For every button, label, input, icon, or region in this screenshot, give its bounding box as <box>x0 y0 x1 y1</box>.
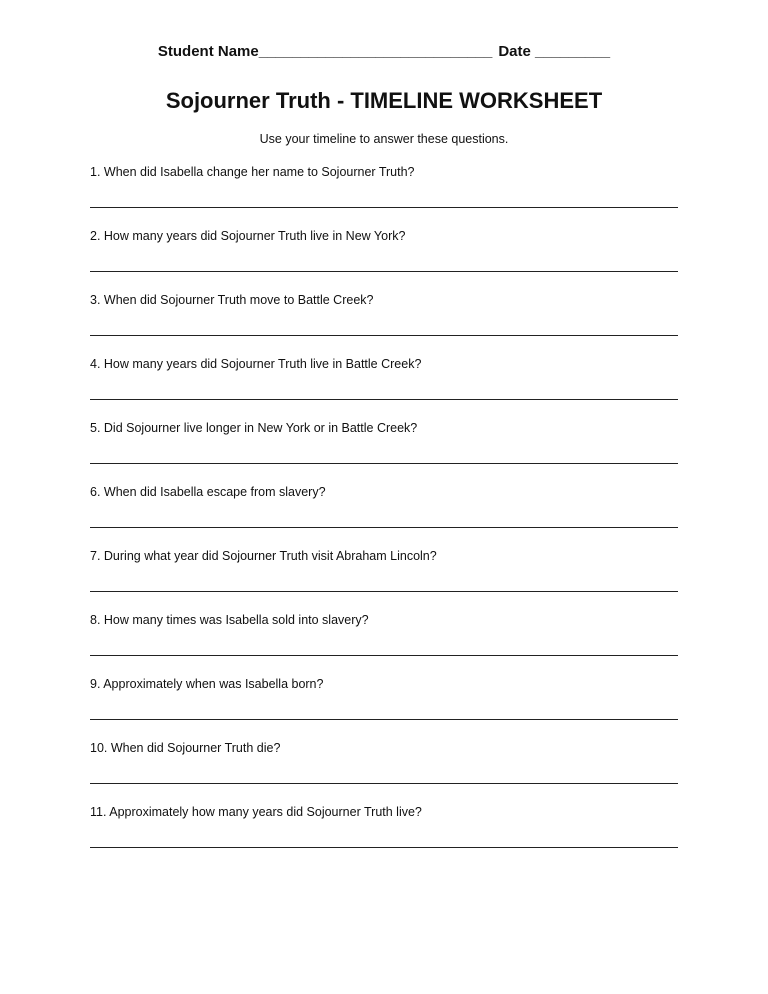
student-name-field[interactable]: Student Name____________________________ <box>157 43 493 60</box>
date-field[interactable]: Date _________ <box>498 43 611 60</box>
question-10 <box>90 741 678 805</box>
page-title: Sojourner Truth - TIMELINE WORKSHEET <box>165 88 603 113</box>
question-text: 7. During what year did Sojourner Truth visit Abraham Lincoln? <box>90 549 437 563</box>
answer-line-11[interactable] <box>90 847 678 848</box>
question-3 <box>90 293 678 357</box>
question-list <box>90 165 678 869</box>
answer-line-2[interactable] <box>90 271 678 272</box>
question-7 <box>90 549 678 613</box>
question-text: 1. When did Isabella change her name to Sojourner Truth? <box>90 165 415 179</box>
question-4 <box>90 357 678 421</box>
answer-line-6[interactable] <box>90 527 678 528</box>
answer-line-10[interactable] <box>90 783 678 784</box>
question-8 <box>90 613 678 677</box>
question-text: 2. How many years did Sojourner Truth live in New York? <box>90 229 406 243</box>
question-text: 4. How many years did Sojourner Truth live in Battle Creek? <box>90 357 422 371</box>
answer-line-8[interactable] <box>90 655 678 656</box>
question-text: 6. When did Isabella escape from slavery? <box>90 485 326 499</box>
question-text: 11. Approximately how many years did Sojourner Truth live? <box>90 805 422 819</box>
instructions-text: Use your timeline to answer these questions. <box>259 132 509 146</box>
question-9 <box>90 677 678 741</box>
answer-line-3[interactable] <box>90 335 678 336</box>
question-text: 8. How many times was Isabella sold into slavery? <box>90 613 369 627</box>
answer-line-7[interactable] <box>90 591 678 592</box>
answer-line-9[interactable] <box>90 719 678 720</box>
question-2 <box>90 229 678 293</box>
question-text: 10. When did Sojourner Truth die? <box>90 741 281 755</box>
answer-line-4[interactable] <box>90 399 678 400</box>
question-text: 9. Approximately when was Isabella born? <box>90 677 324 691</box>
question-11 <box>90 805 678 869</box>
question-text: 3. When did Sojourner Truth move to Battle Creek? <box>90 293 374 307</box>
question-text: 5. Did Sojourner live longer in New York or in Battle Creek? <box>90 421 418 435</box>
question-6 <box>90 485 678 549</box>
answer-line-5[interactable] <box>90 463 678 464</box>
question-1 <box>90 165 678 229</box>
question-5 <box>90 421 678 485</box>
answer-line-1[interactable] <box>90 207 678 208</box>
header-line <box>0 43 768 60</box>
